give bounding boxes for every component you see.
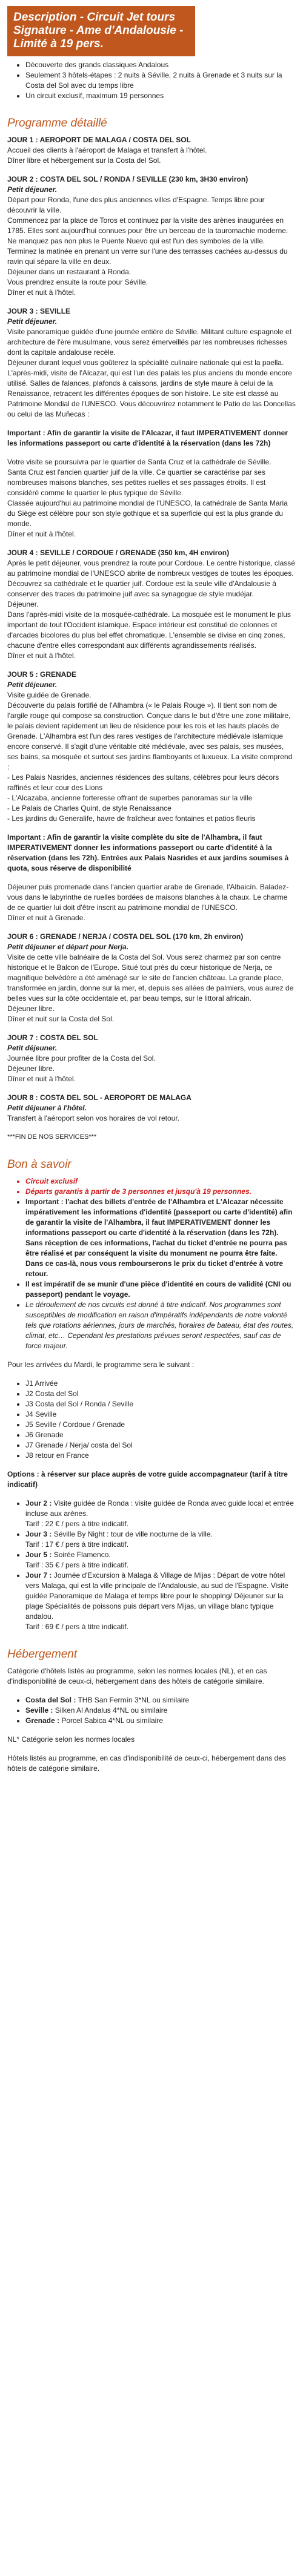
day-title: JOUR 6 : GRENADE / NERJA / COSTA DEL SOL (170 km, 2h environ) [7,932,244,941]
day-block [7,548,296,661]
option-text: Séville By Night : tour de ville nocturne de la ville. [53,1530,213,1538]
mardi-item: • J3 Costa del Sol / Ronda / Seville [25,1399,296,1409]
day-line: Dîner et nuit à l'hôtel. [7,651,76,660]
info-item: • Le déroulement de nos circuits est donné à titre indicatif. Nos programmes sont susceptibles de modification en raison d'impératifs indépendants de notre volonté tels que rotations aériennes, jours de marchés, horaires de bateau, état des routes, climat, etc… Cependant les prestations prévues seront respectées, sauf cas de force majeur. [25,1300,296,1351]
mardi-item: • J7 Grenade / Nerja/ costa del Sol [25,1440,296,1451]
day-subtitle: Petit déjeuner à l'hôtel. [7,1104,87,1112]
option-item [25,1529,296,1550]
end-services: ***FIN DE NOS SERVICES*** [7,1133,97,1141]
day-line: Santa Cruz est l'ancien quartier juif de la ville. Ce quartier se caractérise par ses nombreuses maisons blanches, ses petites ruelles et ses passages étroits. Il est considéré comme le quartier le plus typique de Séville. [7,468,266,497]
bon-a-savoir-title: Bon à savoir [7,1158,72,1171]
bon-a-savoir-list [7,1176,296,1351]
day-line: Vous prendrez ensuite la route pour Séville. [7,278,148,286]
options-title: Options : à réserver sur place auprès de votre guide accompagnateur (tarif à titre indicatif) [7,1470,288,1489]
hebergement-title: Hébergement [7,1648,78,1661]
day-subtitle: Petit déjeuner et départ pour Nerja. [7,943,129,951]
programme-title: Programme détaillé [7,117,107,130]
option-label: Jour 3 : [25,1530,52,1538]
important-note: Important : Afin de garantir la visite de l'Alcazar, il faut IMPERATIVEMENT donner les informations passeport ou carte d'identité à la réservation (dans les 72h) [7,429,288,447]
day-line: - Les jardins du Generalife, havre de fraîcheur avec fontaines et patios fleuris [7,814,256,823]
intro-item: • Un circuit exclusif, maximum 19 personnes [25,91,296,101]
option-item [25,1570,296,1632]
day-line: Départ pour Ronda, l'une des plus anciennes villes d'Espagne. Temps libre pour découvrir la ville. [7,196,265,214]
mardi-item: • J2 Costa del Sol [25,1389,296,1399]
mardi-item: • J8 retour en France [25,1451,296,1461]
mardi-item: • J4 Seville [25,1409,296,1420]
info-item: • Départs garantis à partir de 3 personnes et jusqu'à 19 personnes. [25,1187,296,1197]
hotel-text: THB San Fermín 3*NL ou similaire [78,1696,190,1704]
day-block [7,1033,296,1084]
day-block-continued [7,457,296,539]
hotel-text: Silken Al Andalus 4*NL ou similaire [55,1706,168,1715]
hotel-list [7,1695,296,1726]
day-block [7,1093,296,1124]
day-line: Dans l'après-midi visite de la mosquée-cathédrale. La mosquée est le monument le plus important de tout l'Occident islamique. Espace intérieur est constitué de colonnes et d'arcades bicolores du plus bel effet chromatique. L'ensemble se divise en cinq zones, chacune d'entre elles correspondant aux différents agrandissements réalisés. [7,610,291,650]
day-line: Dîner et nuit à l'hôtel. [7,530,76,538]
day-title: JOUR 4 : SEVILLE / CORDOUE / GRENADE (350 km, 4H environ) [7,548,230,557]
day-line: Découverte du palais fortifié de l'Alhambra (« le Palais Rouge »). Il tient son nom de l'argile rouge qui compose sa construction. Conçue dans le but d'être une zone militaire, le palais devient rapidement un lieu de résidence pour les rois et les hauts placés de Grenade. L'Alhambra est l'un des rares vestiges de l'architecture médiévale islamique encore conservé. Il s'agit d'une véritable cité médiévale, avec ses palais, ses musées, ses bains, sa mosquée et surtout ses jardins flamboyants et luxueux. La visite comprend : [7,701,293,771]
day-line: Dîner et nuit à l'hôtel. [7,1075,76,1083]
day-line: Visite de cette ville balnéaire de la Costa del Sol. Vous serez charmez par son centre historique et le Balcon de l'Europe. Situé tout près du cœur historique de Nerja, ce magnifique belvédère a été aménagé sur le site de l'ancien château. La grande place, transformée en jardin, donne sur la mer, et, depuis ses allées de palmiers, vous aurez de belles vues sur la côte occidentale et, par beau temps, sur le littoral africain. [7,953,294,1003]
hebergement-note: NL* Catégorie selon les normes locales [7,1735,135,1744]
day-title: JOUR 7 : COSTA DEL SOL [7,1033,98,1042]
day-subtitle: Petit déjeuner. [7,185,58,194]
info-item: • Circuit exclusif [25,1176,296,1187]
day-block [7,932,296,1024]
day-block [7,306,296,420]
mardi-item: • J5 Seville / Cordoue / Grenade [25,1420,296,1430]
day-line: Commencez par la place de Toros et continuez par la visite des arènes inaugurées en 1785. Elles sont aujourd'hui connues pour être un berceau de la tauromachie moderne. Ne manquez pas non plus le Puente Nuevo qui est l'un des symboles de la ville. Terminez la matinée en prenant un verre sur l'une des terrasses cachées au-dessus du ravin qui sépare la ville en deux. [7,216,288,266]
day-line: Visite guidée de Grenade. [7,691,92,699]
option-label: Jour 5 : [25,1550,52,1559]
options-list [7,1498,296,1632]
hotel-item [25,1716,296,1726]
hotel-text: Porcel Sabica 4*NL ou similaire [61,1716,163,1725]
day-subtitle: Petit déjeuner. [7,317,58,326]
day-subtitle: Petit déjeuner. [7,680,58,689]
day-block-continued [7,882,296,923]
day-line: Déjeuner libre. [7,1064,55,1073]
day-title: JOUR 3 : SEVILLE [7,307,71,315]
option-tarif: Tarif : 22 € / pers à titre indicatif. [25,1520,129,1528]
day-line: Dîner libre et hébergement sur la Costa del Sol. [7,156,161,165]
page-title: Description - Circuit Jet tours Signature - Ame d'Andalousie - Limité à 19 pers. [7,6,195,56]
option-item [25,1550,296,1570]
hebergement-intro: Catégorie d'hôtels listés au programme, selon les normes locales (NL), et en cas d'indisponibilité de ceux-ci, hébergement dans des hôtels de catégorie similaire. [7,1667,267,1685]
hotel-label: Costa del Sol : [25,1696,76,1704]
hotel-item [25,1695,296,1705]
info-item: • Important : l'achat des billets d'entrée de l'Alhambra et L'Alcazar nécessite impérativement les informations d'identité (passeport ou carte d'identité) afin de garantir la visite de l'Alhambra, il faut IMPERATIVEMENT donner les informations passeport ou carte d'identité à la réservation (dans les 72h). Sans réception de ces informations, l'achat du ticket d'entrée ne pourra pas être réalisé et par conséquent la visite du monument ne pourra être faite. Dans ce cas-là, nous vous rembourserons le prix du ticket d'entrée à votre retour. [25,1197,296,1279]
intro-item: • Seulement 3 hôtels-étapes : 2 nuits à Séville, 2 nuits à Grenade et 3 nuits sur la Costa del Sol avec du temps libre [25,70,296,91]
day-line: Déjeuner puis promenade dans l'ancien quartier arabe de Grenade, l'Albaicín. Baladez-vous dans le labyrinthe de ruelles bordées de maisons blanches à la chaux. Le charme de ce quartier lui doit d'être inscrit au patrimoine mondial de l'UNESCO. [7,883,289,912]
option-tarif: Tarif : 69 € / pers à titre indicatif. [25,1622,129,1631]
day-line: Déjeuner. [7,600,39,608]
option-tarif: Tarif : 35 € / pers à titre indicatif. [25,1561,129,1569]
mardi-list [7,1379,296,1461]
programme-days [7,135,296,1124]
option-tarif: Tarif : 17 € / pers à titre indicatif. [25,1540,129,1549]
day-line: Déjeuner durant lequel vous goûterez la spécialité culinaire nationale qui est la paella. [7,358,284,367]
important-note: Important : Afin de garantir la visite complète du site de l'Alhambra, il faut IMPERATIVEMENT donner les informations passeport ou carte d'identité à la réservation (dans les 72h). Entrées aux Palais Nasrides et aux jardins soumises à quota, sous réserve de disponibilité [7,833,289,872]
day-line: - Le Palais de Charles Quint, de style Renaissance [7,804,171,812]
day-line: Déjeuner libre. [7,1004,55,1013]
day-block [7,670,296,824]
option-text: Journée d'Excursion à Malaga & Village de Mijas : Départ de votre hôtel vers Malaga, qui est la ville principale de l'Andalousie, au sud de l'Espagne. Visite guidée Panoramique de Malaga et temps libre pour le shopping/ Déjeuner sur la plage Spécialités de poissons puis départ vers Mijas, un village blanc typique andalou. [25,1571,288,1621]
day-subtitle: Petit déjeuner. [7,1044,58,1052]
day-line: Journée libre pour profiter de la Costa del Sol. [7,1054,156,1062]
hotel-label: Grenade : [25,1716,60,1725]
mardi-item: • J1 Arrivée [25,1379,296,1389]
day-block [7,174,296,298]
hebergement-footer: Hôtels listés au programme, en cas d'indisponibilité de ceux-ci, hébergement dans des hôtels de catégorie similaire. [7,1754,286,1773]
option-text: Visite guidée de Ronda : visite guidée de Ronda avec guide local et entrée incluse aux arènes. [25,1499,294,1518]
day-line: L'après-midi, visite de l'Alcazar, qui est l'un des palais les plus anciens du monde encore utilisé. Salles de falances, plafonds à caissons, jardins de style maure à celui de la Renaissance, retracent les différentes époques de son histoire. Le site est classé au Patrimoine Mondial de l'UNESCO. Vous découvrirez notamment le Patio de las Doncellas ou celui de las Muñecas : [7,369,296,418]
day-line: Classée aujourd'hui au patrimoine mondial de l'UNESCO, la cathédrale de Santa Maria du Siège est célèbre pour son style gothique et sa superficie qui est la plus grande du monde. [7,499,288,528]
hotel-label: Seville : [25,1706,53,1715]
day-title: JOUR 5 : GRENADE [7,670,77,679]
option-label: Jour 7 : [25,1571,52,1580]
mardi-item: • J6 Grenade [25,1430,296,1440]
option-text: Soirée Flamenco. [53,1550,111,1559]
intro-list [7,60,296,101]
day-line: Déjeuner dans un restaurant à Ronda. [7,268,132,276]
info-item: • Il est impératif de se munir d'une pièce d'identité en cours de validité (CNI ou passeport) pendant le voyage. [25,1279,296,1300]
day-line: Visite panoramique guidée d'une journée entière de Séville. Militant culture espagnole et architecture de l'ère musulmane, vous serez émerveillés par les nombreuses richesses dont la capitale andalouse recèle. [7,328,292,357]
day-line: Dîner et nuit à Grenade. [7,914,85,922]
day-line: Votre visite se poursuivra par le quartier de Santa Cruz et la cathédrale de Séville. [7,458,271,466]
option-item [25,1498,296,1529]
day-line: - L'Alcazaba, ancienne forteresse offrant de superbes panoramas sur la ville [7,794,253,802]
day-line: Après le petit déjeuner, vous prendrez la route pour Cordoue. Le centre historique, classé au patrimoine mondial de l'UNESCO abrite de nombreux vestiges de toutes les époques. Découvrez sa cathédrale et le quartier juif. Cordoue est la seule ville d'Andalousie à conserver des traces du patrimoine juif avec sa synagogue de style mudéjar. [7,559,295,598]
hotel-item [25,1705,296,1716]
day-line: Dîner et nuit à l'hôtel. [7,288,76,297]
day-line: - Les Palais Nasrides, anciennes résidences des sultans, célèbres pour leurs décors raffinés et leur cour des Lions [7,773,279,792]
day-line: Transfert à l'aéroport selon vos horaires de vol retour. [7,1114,179,1122]
day-line: Accueil des clients à l'aéroport de Malaga et transfert à l'hôtel. [7,146,207,154]
day-title: JOUR 1 : AEROPORT DE MALAGA / COSTA DEL SOL [7,136,191,144]
day-line: Dîner et nuit sur la Costa del Sol. [7,1015,115,1023]
day-block [7,135,296,166]
day-title: JOUR 2 : COSTA DEL SOL / RONDA / SEVILLE (230 km, 3H30 environ) [7,175,248,183]
mardi-intro: Pour les arrivées du Mardi, le programme sera le suivant : [7,1360,195,1369]
day-title: JOUR 8 : COSTA DEL SOL - AEROPORT DE MALAGA [7,1093,191,1102]
intro-item: • Découverte des grands classiques Andalous [25,60,296,70]
option-label: Jour 2 : [25,1499,52,1507]
